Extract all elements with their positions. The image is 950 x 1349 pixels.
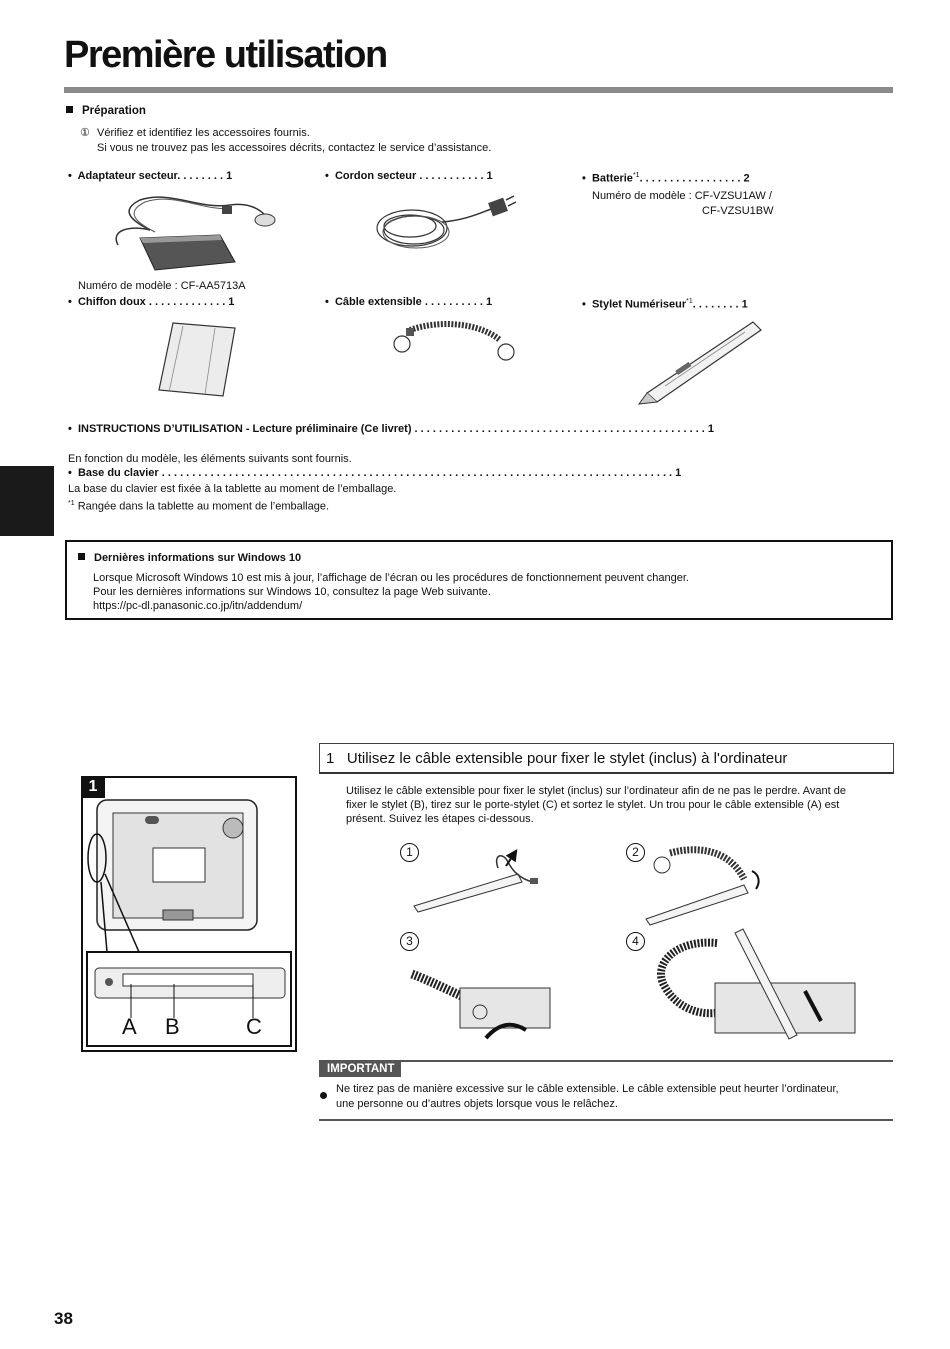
keyboard-note: La base du clavier est fixée à la tablette au moment de l’emballage. bbox=[68, 483, 397, 495]
windows-info-line2: Pour les dernières informations sur Windows 10, consultez la page Web suivante. bbox=[93, 586, 491, 598]
important-line1: Ne tirez pas de manière excessive sur le câble extensible. Le câble extensible peut heurter l’ordinateur, bbox=[336, 1083, 839, 1095]
ac-adapter-illustration bbox=[110, 190, 285, 280]
stylus-illustration bbox=[635, 318, 765, 408]
accessory-tether-label: • Câble extensible . . . . . . . . . . 1 bbox=[325, 296, 493, 308]
battery-model-line1: Numéro de modèle : CF-VZSU1AW / bbox=[592, 190, 772, 202]
preparation-line2: Si vous ne trouvez pas les accessoires décrits, contactez le service d’assistance. bbox=[97, 142, 492, 154]
important-line2: une personne ou d’autres objets lorsque vous le relâchez. bbox=[336, 1098, 618, 1110]
step-1-title: 1 Utilisez le câble extensible pour fixer le stylet (inclus) à l'ordinateur bbox=[319, 743, 894, 774]
important-rule-bottom bbox=[319, 1119, 893, 1121]
accessory-battery-label: • Batterie$^{*1}$. . . . . . . . . . . . . . . . . 2 bbox=[582, 172, 750, 185]
cloth-illustration bbox=[155, 318, 240, 400]
footnote: $^{*1}$ Rangée dans la tablette au moment de l’emballage. bbox=[68, 500, 330, 513]
important-rule-top bbox=[319, 1060, 893, 1062]
tablet-back-illustration bbox=[83, 778, 295, 1050]
figure-label-a: A bbox=[122, 1014, 137, 1039]
ac-cord-illustration bbox=[372, 192, 522, 257]
section-tab bbox=[0, 466, 54, 536]
step-1-body-line1: Utilisez le câble extensible pour fixer le stylet (inclus) sur l’ordinateur afin de ne pas le perdre. Avant de bbox=[346, 785, 846, 797]
step-1-body-line3: présent. Suivez les étapes ci-dessous. bbox=[346, 813, 534, 825]
bullet-dot-icon bbox=[320, 1092, 327, 1099]
preparation-heading bbox=[66, 104, 146, 119]
figure-label-b: B bbox=[165, 1014, 180, 1039]
substep-4-marker: 4 bbox=[626, 932, 645, 951]
battery-model-line2: CF-VZSU1BW bbox=[702, 205, 774, 217]
substep-1-illustration bbox=[408, 848, 558, 913]
model-note: En fonction du modèle, les éléments suivants sont fournis. bbox=[68, 453, 352, 465]
square-bullet-icon bbox=[78, 553, 85, 560]
accessory-cloth-label: • Chiffon doux . . . . . . . . . . . . . 1 bbox=[68, 296, 235, 308]
ac-adapter-model: Numéro de modèle : CF-AA5713A bbox=[78, 280, 246, 292]
preparation-line1: Vérifiez et identifiez les accessoires fournis. bbox=[97, 127, 310, 139]
accessory-ac-adapter-label: • Adaptateur secteur. . . . . . . . 1 bbox=[68, 170, 233, 182]
substep-2-marker: 2 bbox=[626, 843, 645, 862]
figure-1-badge: 1 bbox=[81, 776, 105, 798]
substep-1-marker: 1 bbox=[400, 843, 419, 862]
accessory-ac-cord-label: • Cordon secteur . . . . . . . . . . . 1 bbox=[325, 170, 493, 182]
page-number: 38 bbox=[54, 1309, 73, 1328]
step-1-body-line2: fixer le stylet (B), tirez sur le porte-stylet (C) et sortez le stylet. Un trou pour le câble extensible (A) est bbox=[346, 799, 840, 811]
square-bullet-icon bbox=[66, 106, 73, 113]
keyboard-line: • Base du clavier . . . . . . . . . . . . . . . . . . . . . . . . . . . . . . . . . . . . . . . . . . . . . . . . . . . . . . . . . . . . . . . . . . . . . . . . . . . . . . . . . . . . 1 bbox=[68, 467, 682, 479]
title-rule bbox=[64, 87, 893, 93]
preparation-heading-text: Préparation bbox=[82, 105, 146, 117]
preparation-step-marker: ① bbox=[80, 127, 90, 139]
substep-3-marker: 3 bbox=[400, 932, 419, 951]
figure-label-c: C bbox=[246, 1014, 262, 1039]
instructions-line: • INSTRUCTIONS D’UTILISATION - Lecture préliminaire (Ce livret) . . . . . . . . . . . . . . . . . . . . . . . . . . . . . . . . . . . . . . . . . . . . . . . . 1 bbox=[68, 423, 715, 435]
substep-3-illustration bbox=[408, 960, 553, 1042]
page-title: Première utilisation bbox=[64, 34, 387, 76]
accessory-stylus-label: • Stylet Numériseur$^{*1}$. . . . . . . . 1 bbox=[582, 298, 748, 311]
substep-2-illustration bbox=[640, 845, 770, 925]
important-bullet bbox=[320, 1086, 327, 1104]
windows-info-url[interactable]: https://pc-dl.panasonic.co.jp/itn/addendum/ bbox=[93, 600, 303, 612]
important-label: IMPORTANT bbox=[319, 1061, 401, 1077]
substep-4-illustration bbox=[655, 925, 855, 1050]
windows-info-heading: Dernières informations sur Windows 10 bbox=[78, 551, 301, 566]
tether-illustration bbox=[388, 318, 518, 368]
windows-info-line1: Lorsque Microsoft Windows 10 est mis à jour, l’affichage de l’écran ou les procédures de fonctionnement peuvent changer. bbox=[93, 572, 689, 584]
